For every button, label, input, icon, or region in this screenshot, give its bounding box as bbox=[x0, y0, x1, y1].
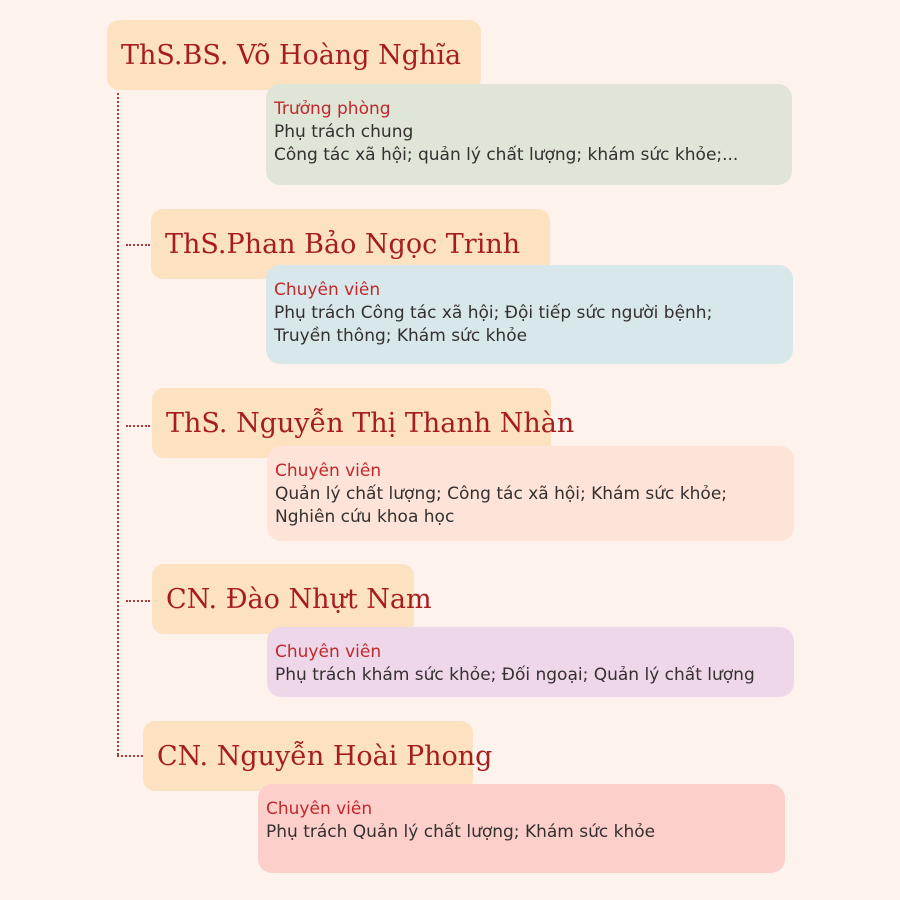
tree-connector-vertical bbox=[117, 93, 119, 755]
person-name: CN. Nguyễn Hoài Phong bbox=[157, 740, 493, 772]
role-description: Phụ trách Quản lý chất lượng; Khám sức khỏe bbox=[266, 822, 656, 842]
role-title: Chuyên viên bbox=[274, 280, 381, 300]
person-name-box bbox=[152, 564, 432, 634]
person-name-box bbox=[143, 721, 493, 791]
role-title: Chuyên viên bbox=[275, 642, 382, 662]
role-title: Trưởng phòng bbox=[274, 99, 391, 119]
role-card bbox=[267, 627, 794, 697]
role-description: Phụ trách chung Công tác xã hội; quản lý chất lượng; khám sức khỏe;... bbox=[274, 122, 739, 165]
role-card bbox=[267, 446, 794, 541]
tree-connector-horizontal bbox=[126, 600, 150, 602]
role-card bbox=[258, 784, 785, 873]
tree-connector-horizontal bbox=[117, 755, 143, 757]
role-title: Chuyên viên bbox=[266, 799, 373, 819]
person-name: ThS.Phan Bảo Ngọc Trinh bbox=[165, 228, 521, 260]
person-name: ThS. Nguyễn Thị Thanh Nhàn bbox=[166, 407, 575, 439]
tree-connector-horizontal bbox=[126, 425, 150, 427]
role-description: Phụ trách Công tác xã hội; Đội tiếp sức người bệnh; Truyền thông; Khám sức khỏe bbox=[274, 303, 713, 346]
person-name-box bbox=[107, 20, 481, 90]
role-card bbox=[266, 265, 793, 364]
role-description: Quản lý chất lượng; Công tác xã hội; Khám sức khỏe; Nghiên cứu khoa học bbox=[275, 484, 728, 527]
person-name: CN. Đào Nhựt Nam bbox=[166, 583, 432, 615]
person-name: ThS.BS. Võ Hoàng Nghĩa bbox=[121, 39, 462, 71]
role-card bbox=[266, 84, 792, 185]
role-title: Chuyên viên bbox=[275, 461, 382, 481]
tree-connector-horizontal bbox=[126, 244, 150, 246]
role-description: Phụ trách khám sức khỏe; Đối ngoại; Quản lý chất lượng bbox=[275, 665, 755, 685]
